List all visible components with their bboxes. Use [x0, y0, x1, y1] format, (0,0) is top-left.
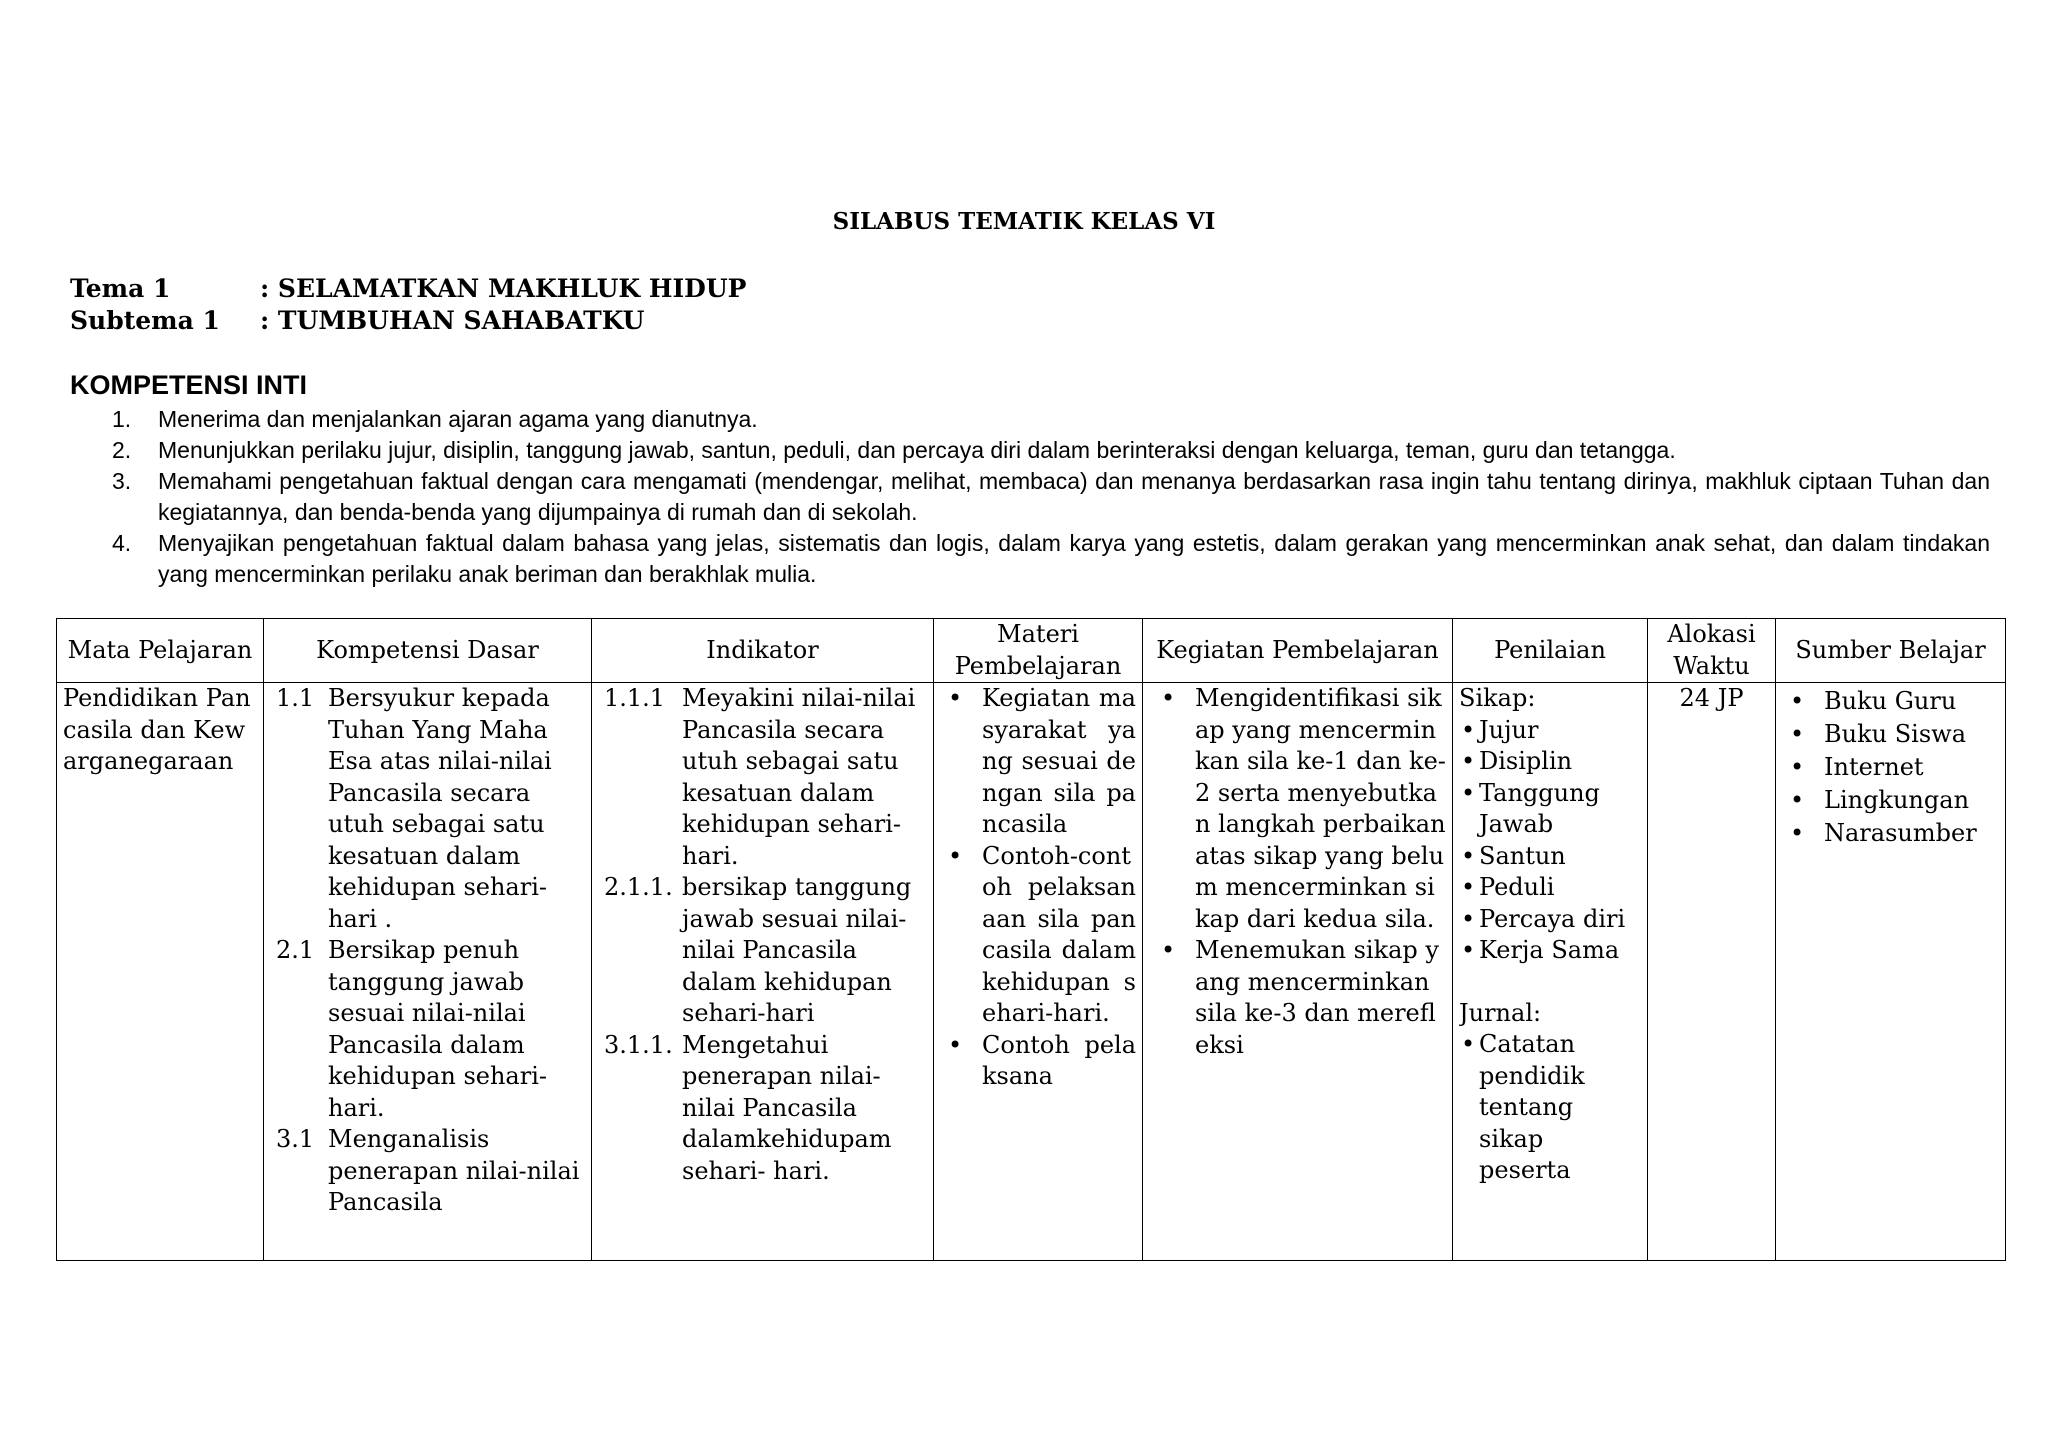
sumber-text: Buku Guru	[1824, 687, 1957, 715]
indikator-text: Mengetahui penerapan nilai-nilai Pancasila dalamkehidupam sehari- hari.	[682, 1030, 892, 1185]
kd-number: 1.1	[276, 684, 315, 712]
bullet-icon: •	[1461, 873, 1476, 901]
subtema-line	[70, 306, 644, 335]
bullet-icon: •	[1461, 715, 1476, 744]
sumber-text: Narasumber	[1824, 819, 1977, 847]
header-materi: Materi Pembelajaran	[934, 619, 1143, 683]
silabus-table	[56, 618, 2006, 1261]
cell-mata-pelajaran	[57, 683, 264, 1261]
spacer	[1459, 967, 1641, 998]
bullet-icon: •	[1461, 747, 1476, 775]
sumber-item	[1782, 784, 1999, 817]
materi-text: Contoh-contoh pelaksanaan sila pancasila dalam kehidupan sehari-hari.	[982, 841, 1136, 1027]
sikap-item	[1459, 778, 1641, 841]
kd-text: Bersyukur kepada Tuhan Yang Maha Esa atas nilai-nilai Pancasila secara utuh sebagai satu kesatuan dalam kehidupan sehari-hari .	[328, 684, 552, 933]
header-mata-pelajaran: Mata Pelajaran	[57, 619, 264, 683]
header-kegiatan: Kegiatan Pembelajaran	[1143, 619, 1453, 683]
sikap-item	[1459, 872, 1641, 904]
sikap-text: Percaya diri	[1479, 904, 1626, 933]
sikap-text: Kerja Sama	[1479, 936, 1620, 964]
kd-number: 3.1	[276, 1125, 315, 1153]
header-alokasi-waktu: Alokasi Waktu	[1648, 619, 1776, 683]
ki-item	[112, 404, 1990, 435]
cell-kegiatan	[1143, 683, 1453, 1261]
sikap-text: Jujur	[1479, 715, 1539, 744]
kd-item	[270, 935, 585, 1124]
bullet-icon: •	[1790, 720, 1805, 748]
bullet-icon: •	[1461, 936, 1476, 964]
jurnal-text: Catatan pendidik tentang sikap peserta	[1479, 1030, 1585, 1184]
sumber-item	[1782, 685, 1999, 718]
bullet-icon: •	[1461, 904, 1476, 933]
jurnal-item	[1459, 1029, 1641, 1187]
ki-number: 2.	[112, 437, 132, 463]
cell-sumber-belajar	[1776, 683, 2006, 1261]
header-penilaian: Penilaian	[1453, 619, 1648, 683]
kd-item	[270, 683, 585, 935]
ki-item	[112, 466, 1990, 528]
bullet-icon: •	[948, 1030, 963, 1059]
indikator-item	[598, 683, 927, 872]
alokasi-waktu-text: 24 JP	[1679, 684, 1744, 712]
kompetensi-inti-heading: KOMPETENSI INTI	[70, 370, 308, 400]
indikator-number: 2.1.1.	[604, 873, 673, 901]
materi-item	[940, 1030, 1136, 1093]
bullet-icon: •	[1461, 1030, 1476, 1058]
materi-text: Contoh pelaksana	[982, 1030, 1136, 1090]
materi-item	[940, 683, 1136, 841]
jurnal-label: Jurnal:	[1459, 998, 1542, 1027]
sikap-text: Peduli	[1479, 873, 1555, 901]
ki-number: 3.	[112, 468, 132, 494]
header-sumber-belajar: Sumber Belajar	[1776, 619, 2006, 683]
materi-text: Kegiatan masyarakat yang sesuai dengan sila pancasila	[982, 684, 1136, 838]
kegiatan-item	[1149, 683, 1446, 935]
indikator-item	[598, 1030, 927, 1188]
ki-text: Menerima dan menjalankan ajaran agama yang dianutnya.	[158, 406, 758, 432]
sikap-item	[1459, 904, 1641, 936]
ki-item	[112, 528, 1990, 590]
cell-kompetensi-dasar	[264, 683, 592, 1261]
bullet-icon: •	[1790, 819, 1805, 847]
sumber-text: Internet	[1824, 753, 1924, 781]
kd-text: Menganalisis penerapan nilai-nilai Pancasila	[328, 1125, 580, 1216]
indikator-number: 1.1.1	[604, 684, 666, 712]
bullet-icon: •	[1461, 778, 1476, 807]
header-kompetensi-dasar: Kompetensi Dasar	[264, 619, 592, 683]
kegiatan-text: Menemukan sikap yang mencerminkan sila ke-3 dan merefleksi	[1195, 936, 1439, 1059]
indikator-text: bersikap tanggung jawab sesuai nilai- nilai Pancasila dalam kehidupan sehari-hari	[682, 873, 912, 1027]
sikap-text: Santun	[1479, 841, 1566, 870]
sikap-item	[1459, 841, 1641, 873]
cell-alokasi-waktu	[1648, 683, 1776, 1261]
kegiatan-text: Mengidentifikasi sikap yang mencerminkan sila ke-1 dan ke-2 serta menyebutkan langkah perbaikan atas sikap yang belum mencerminkan sikap dari kedua sila.	[1195, 684, 1446, 933]
tema-label: Tema 1	[70, 274, 171, 303]
tema-line	[70, 274, 746, 303]
subtema-label: Subtema 1	[70, 306, 220, 335]
kegiatan-item	[1149, 935, 1446, 1061]
kd-item	[270, 1124, 585, 1219]
sumber-text: Buku Siswa	[1824, 720, 1967, 748]
cell-materi	[934, 683, 1143, 1261]
tema-value: : SELAMATKAN MAKHLUK HIDUP	[260, 274, 747, 303]
ki-item	[112, 435, 1990, 466]
sumber-item	[1782, 718, 1999, 751]
sikap-text: Disiplin	[1479, 747, 1573, 775]
sikap-label: Sikap:	[1459, 684, 1536, 712]
cell-indikator	[592, 683, 934, 1261]
table-row	[57, 683, 2006, 1261]
sikap-text: Tanggung Jawab	[1479, 778, 1600, 838]
ki-text: Menunjukkan perilaku jujur, disiplin, tanggung jawab, santun, peduli, dan percaya diri dalam berinteraksi dengan keluarga, teman, guru dan tetangga.	[158, 437, 1676, 463]
bullet-icon: •	[1161, 684, 1176, 712]
cell-penilaian	[1453, 683, 1648, 1261]
sikap-item	[1459, 935, 1641, 967]
indikator-item	[598, 872, 927, 1030]
bullet-icon: •	[948, 841, 963, 870]
sumber-item	[1782, 751, 1999, 784]
ki-text: Menyajikan pengetahuan faktual dalam bahasa yang jelas, sistematis dan logis, dalam karya yang estetis, dalam gerakan yang mencerminkan anak sehat, dan dalam tindakan yang mencerminkan perilaku anak beriman dan berakhlak mulia.	[158, 530, 1990, 587]
materi-item	[940, 841, 1136, 1030]
bullet-icon: •	[1790, 786, 1805, 814]
bullet-icon: •	[948, 684, 963, 712]
sumber-item	[1782, 817, 1999, 850]
indikator-text: Meyakini nilai-nilai Pancasila secara utuh sebagai satu kesatuan dalam kehidupan sehari-hari.	[682, 684, 916, 870]
document-title: SILABUS TEMATIK KELAS VI	[832, 208, 1216, 235]
bullet-icon: •	[1161, 936, 1176, 964]
sumber-text: Lingkungan	[1824, 786, 1970, 814]
ki-number: 1.	[112, 406, 132, 432]
table-header-row	[57, 619, 2006, 683]
ki-number: 4.	[112, 530, 132, 556]
kd-text: Bersikap penuh tanggung jawab sesuai nilai-nilai Pancasila dalam kehidupan sehari-hari.	[328, 936, 547, 1122]
sikap-item	[1459, 715, 1641, 747]
bullet-icon: •	[1790, 687, 1805, 715]
indikator-number: 3.1.1.	[604, 1030, 673, 1059]
kompetensi-inti-list	[112, 404, 1990, 590]
subtema-value: : TUMBUHAN SAHABATKU	[260, 306, 645, 335]
bullet-icon: •	[1790, 753, 1805, 781]
bullet-icon: •	[1461, 841, 1476, 870]
ki-text: Memahami pengetahuan faktual dengan cara mengamati (mendengar, melihat, membaca) dan menanya berdasarkan rasa ingin tahu tentang dirinya, makhluk ciptaan Tuhan dan kegiatannya, dan benda-benda yang dijumpainya di rumah dan di sekolah.	[158, 468, 1990, 525]
kd-number: 2.1	[276, 936, 315, 964]
sikap-item	[1459, 746, 1641, 778]
header-indikator: Indikator	[592, 619, 934, 683]
mata-pelajaran-text: Pendidikan Pancasila dan Kewarganegaraan	[63, 684, 251, 775]
